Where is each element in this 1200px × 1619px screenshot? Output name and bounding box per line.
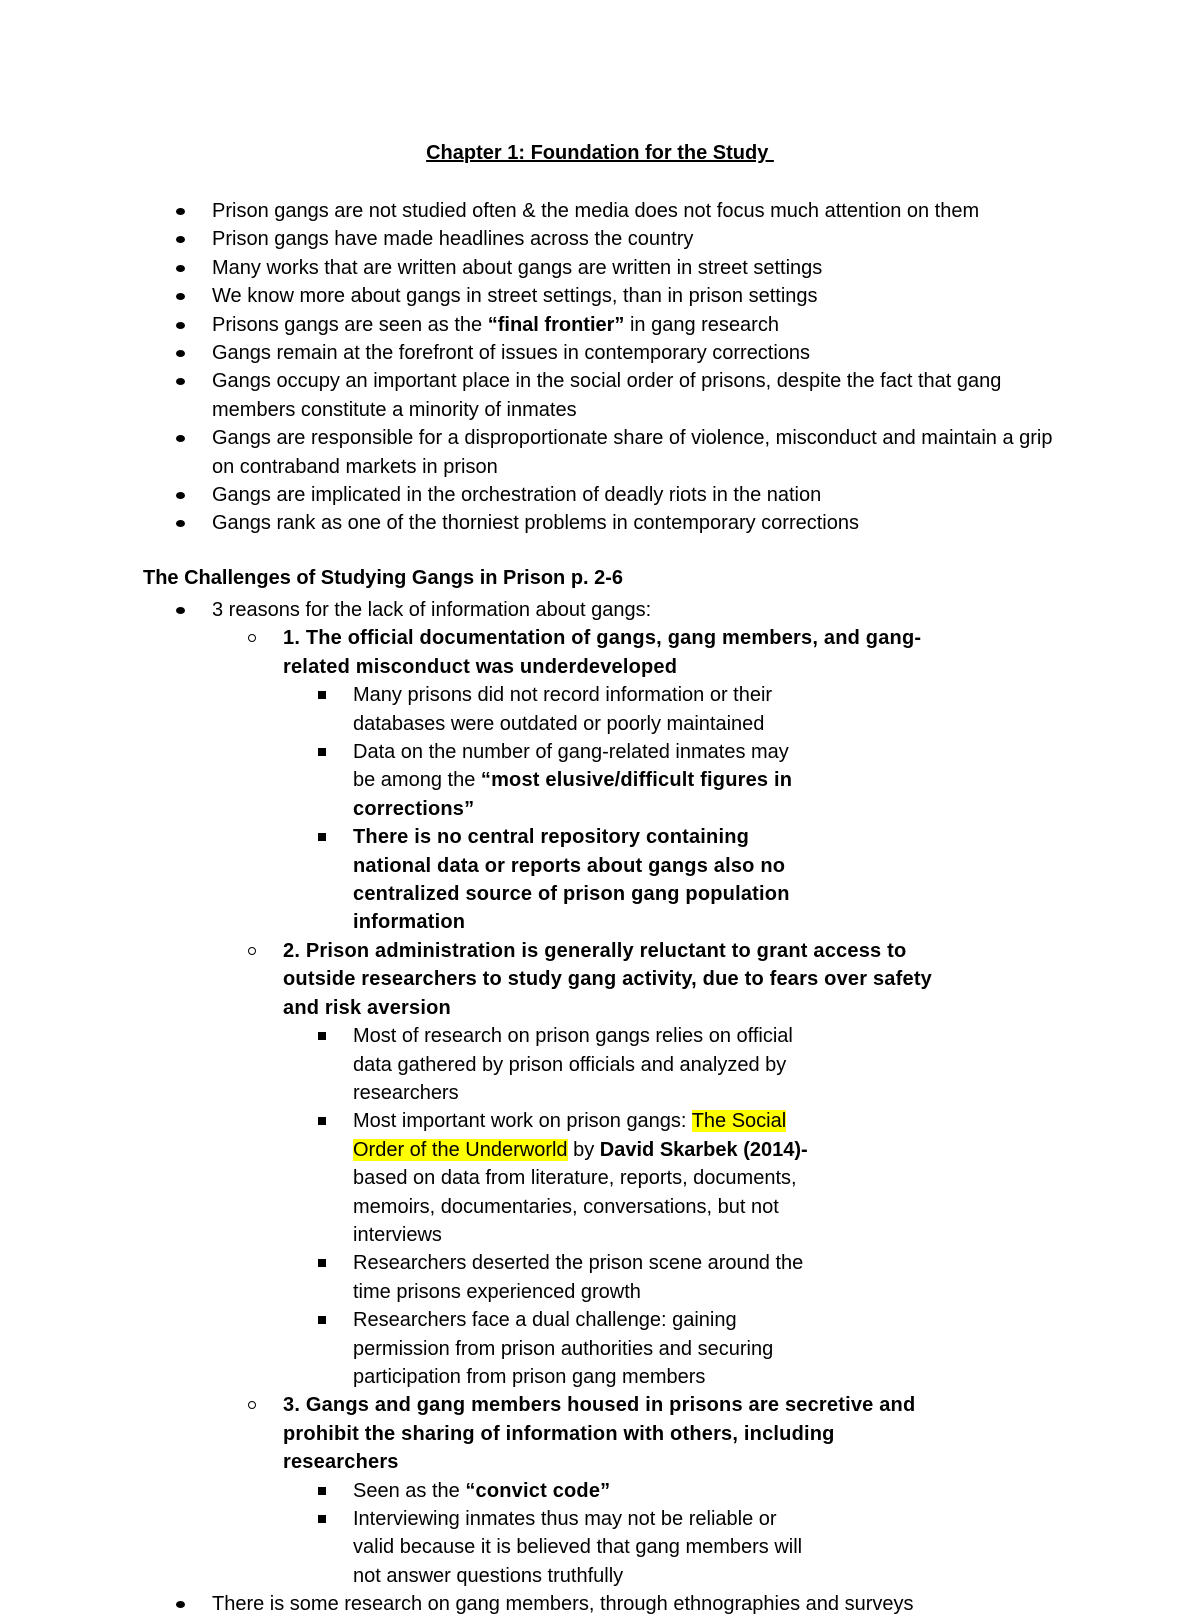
bold-phrase: “final frontier” <box>487 313 625 336</box>
square-bullet-icon <box>318 1316 326 1324</box>
square-bullet-icon <box>318 1487 326 1495</box>
section-heading: The Challenges of Studying Gangs in Prison p. 2-6 <box>143 567 624 589</box>
bullet-icon <box>176 208 185 215</box>
reason-item: 3. Gangs and gang members housed in prisons are secretive and prohibit the sharing of information with others, including researchers Seen as the “convict code” Interviewing inmates thus may not be reliable or valid because it is believed that gang members will not answer questions truthfully <box>0 1391 1070 1590</box>
bullet-icon <box>176 293 185 300</box>
sub-list-item: There is no central repository containing national data or reports about gangs also no centralized source of prison gang population information <box>0 823 940 937</box>
list-item: 3 reasons for the lack of information about gangs: 1. The official documentation of gangs, gang members, and gang-related misconduct was underdeveloped Many prisons did not record information or their databases were outdated or poorly maintained Data on the number of gang-related inmates may be among the “most elusive/difficult figures in corrections” There is no central repository containing national data or reports about gangs also no centralized source of prison gang population information 2. Prison administration is generally reluctant to grant access to outside researchers to study gang activity, due to fears over safety and risk aversion Most of research on prison gangs relies on official data gathered by prison officials and analyzed by researchers Most important work on prison gangs: The Social Order of the Underworld by David Skarbek (2014)- based on data from literature, reports, documents, memoirs, documentaries, conversations, but not interviews Researchers deserted the prison scene around the time prisons experienced growth Researchers face a dual challenge: gaining permission from prison authorities and securing participation from prison gang members 3. Gangs and gang members housed in prisons are secretive and prohibit the sharing of information with others, including researchers Seen as the “convict code” Interviewing inmates thus may not be reliable or valid because it is believed that gang members will not answer questions truthfully <box>0 596 1200 1590</box>
list-item: Many works that are written about gangs are written in street settings <box>0 254 1200 282</box>
list-item: Prison gangs have made headlines across the country <box>0 225 1200 253</box>
hollow-bullet-icon <box>248 1401 256 1409</box>
square-bullet-icon <box>318 1259 326 1267</box>
sub-list-item: Researchers deserted the prison scene around the time prisons experienced growth <box>0 1249 940 1306</box>
hollow-bullet-icon <box>248 634 256 642</box>
sub-list <box>283 1022 940 1391</box>
square-bullet-icon <box>318 833 326 841</box>
list-item: Gangs are implicated in the orchestration of deadly riots in the nation <box>0 481 1200 509</box>
bullet-icon <box>176 492 185 499</box>
list-item: Gangs remain at the forefront of issues in contemporary corrections <box>0 339 1200 367</box>
page-title: Chapter 1: Foundation for the Study <box>426 142 774 164</box>
square-bullet-icon <box>318 691 326 699</box>
list-item: Gangs occupy an important place in the social order of prisons, despite the fact that gang members constitute a minority of inmates <box>0 367 1200 424</box>
bold-phrase: “convict code” <box>465 1479 611 1502</box>
bullet-icon <box>176 607 185 614</box>
list-item: Gangs rank as one of the thorniest problems in contemporary corrections <box>0 509 1200 537</box>
sub-list <box>283 681 940 937</box>
reasons-list <box>212 624 1070 1590</box>
bullet-icon <box>176 378 185 385</box>
hollow-bullet-icon <box>248 947 256 955</box>
bullet-icon <box>176 322 185 329</box>
square-bullet-icon <box>318 748 326 756</box>
list-item: Prisons gangs are seen as the “final frontier” in gang research <box>0 311 1200 339</box>
bullet-icon <box>176 236 185 243</box>
list-item: Gangs are responsible for a disproportionate share of violence, misconduct and maintain a grip on contraband markets in prison <box>0 424 1200 481</box>
sub-list-item: Most important work on prison gangs: The Social Order of the Underworld by David Skarbek (2014)- based on data from literature, reports, documents, memoirs, documentaries, conversations, but not interviews <box>0 1107 940 1249</box>
sub-list-item: Most of research on prison gangs relies on official data gathered by prison officials and analyzed by researchers <box>0 1022 940 1107</box>
list-item: Prison gangs are not studied often & the media does not focus much attention on them <box>0 197 1200 225</box>
square-bullet-icon <box>318 1117 326 1125</box>
sub-list-item: Many prisons did not record information or their databases were outdated or poorly maintained <box>0 681 940 738</box>
sub-list-item: Researchers face a dual challenge: gaining permission from prison authorities and securing participation from prison gang members <box>0 1306 940 1391</box>
bullet-icon <box>176 520 185 527</box>
sub-list-item: Interviewing inmates thus may not be reliable or valid because it is believed that gang members will not answer questions truthfully <box>0 1505 940 1590</box>
author-name: David Skarbek (2014)- <box>599 1138 808 1161</box>
reason-item: 1. The official documentation of gangs, gang members, and gang-related misconduct was underdeveloped Many prisons did not record information or their databases were outdated or poorly maintained Data on the number of gang-related inmates may be among the “most elusive/difficult figures in corrections” There is no central repository containing national data or reports about gangs also no centralized source of prison gang population information <box>0 624 1070 936</box>
square-bullet-icon <box>318 1032 326 1040</box>
list-item: We know more about gangs in street settings, than in prison settings <box>0 282 1200 310</box>
bullet-icon <box>176 265 185 272</box>
bullet-icon <box>176 435 185 442</box>
sub-list-item: Data on the number of gang-related inmates may be among the “most elusive/difficult figures in corrections” <box>0 738 940 823</box>
list-item: There is some research on gang members, through ethnographies and surveys <box>0 1590 1200 1618</box>
sub-list <box>283 1477 940 1591</box>
bold-phrase: “most elusive/difficult figures in corrections” <box>353 769 793 820</box>
sub-list-item: Seen as the “convict code” <box>0 1477 940 1505</box>
square-bullet-icon <box>318 1515 326 1523</box>
bullet-icon <box>176 350 185 357</box>
section-bullet-list <box>0 596 1200 1619</box>
bullet-icon <box>176 1601 185 1608</box>
highlighted-book-title: The Social Order of the Underworld <box>353 1110 787 1161</box>
reason-item: 2. Prison administration is generally reluctant to grant access to outside researchers to study gang activity, due to fears over safety and risk aversion Most of research on prison gangs relies on official data gathered by prison officials and analyzed by researchers Most important work on prison gangs: The Social Order of the Underworld by David Skarbek (2014)- based on data from literature, reports, documents, memoirs, documentaries, conversations, but not interviews Researchers deserted the prison scene around the time prisons experienced growth Researchers face a dual challenge: gaining permission from prison authorities and securing participation from prison gang members <box>0 937 1070 1392</box>
intro-bullet-list <box>0 197 1200 538</box>
